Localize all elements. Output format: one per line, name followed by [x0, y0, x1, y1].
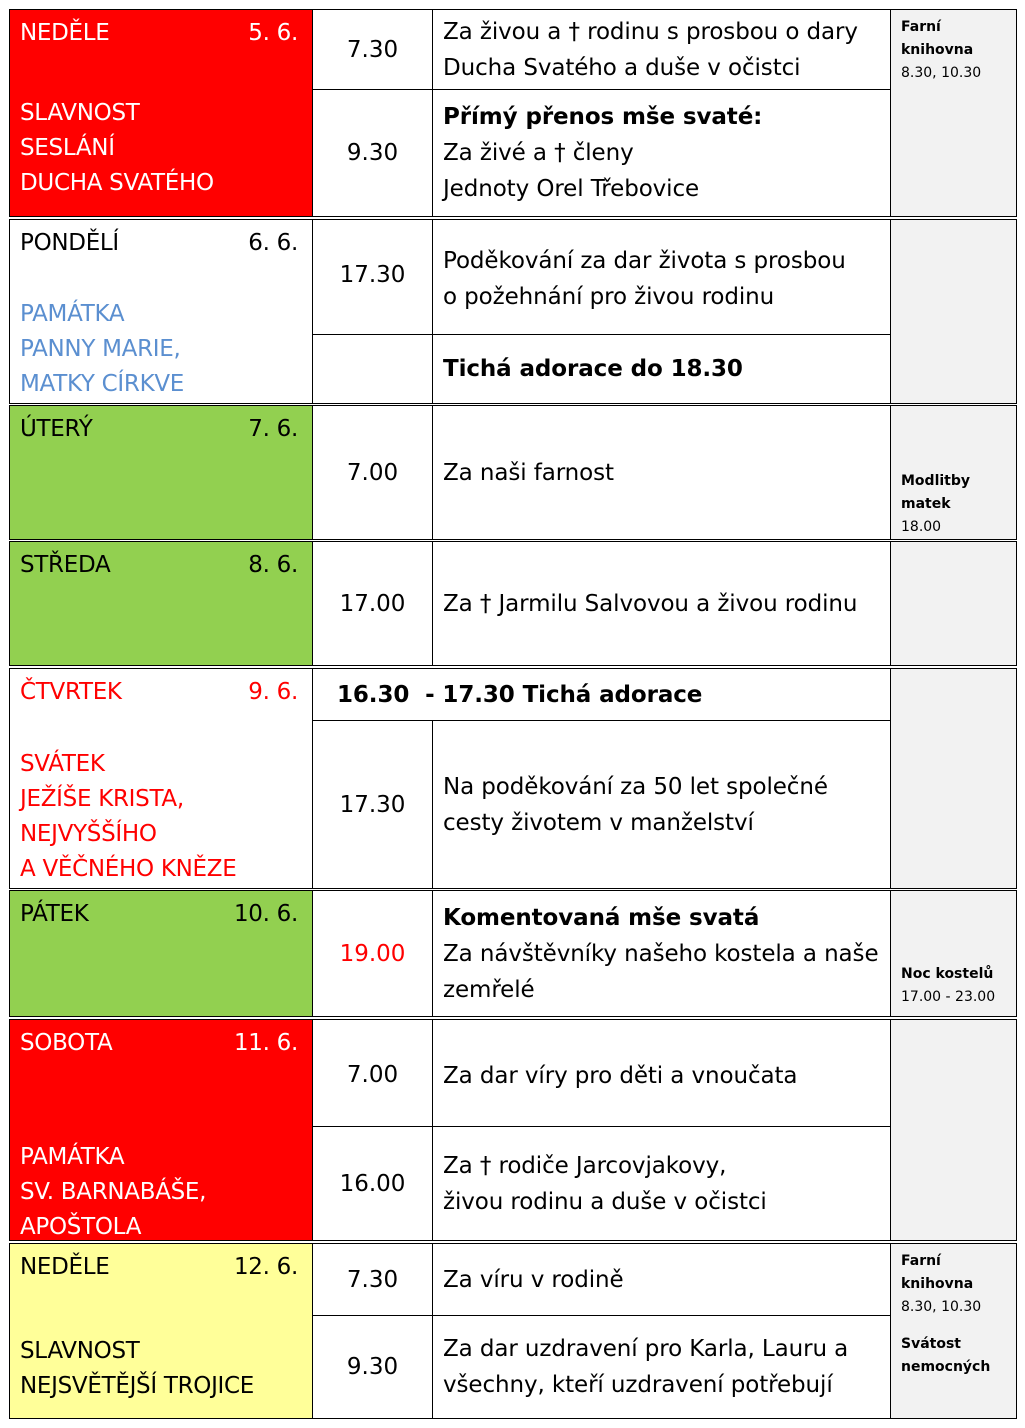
mass-time: 17.00 [312, 541, 433, 666]
mass-intention: Za † Jarmilu Salvovou a živou rodinu [432, 541, 891, 666]
mass-time: 16.00 [312, 1126, 433, 1241]
feast-line: SESLÁNÍ [20, 135, 115, 161]
day-date: 8. 6. [248, 552, 298, 578]
feast-line: PANNY MARIE, [20, 336, 181, 362]
day-date: 6. 6. [248, 230, 298, 256]
mass-intention: Poděkování za dar života s prosbou o požehnání pro živou rodinu [432, 219, 891, 335]
feast-line: A VĚČNÉHO KNĚZE [20, 856, 237, 882]
note-cell: Farní knihovna 8.30, 10.30 Svátost nemocných [890, 1243, 1017, 1419]
day-name: NEDĚLE [20, 1254, 110, 1280]
day-cell-monday [9, 219, 313, 404]
mass-time: 17.30 [312, 219, 433, 335]
mass-time: 7.00 [312, 1019, 433, 1127]
mass-time: 19.00 [312, 890, 433, 1017]
day-date: 11. 6. [233, 1030, 298, 1056]
note-cell: Noc kostelů 17.00 - 23.00 [890, 890, 1017, 1017]
day-name: ÚTERÝ [20, 416, 93, 442]
feast-line: SVÁTEK [20, 751, 105, 777]
feast-line: PAMÁTKA [20, 301, 125, 327]
note-cell: Farní knihovna 8.30, 10.30 [890, 9, 1017, 217]
mass-time: 17.30 [312, 720, 433, 889]
mass-time: 7.00 [312, 405, 433, 540]
day-name: NEDĚLE [20, 20, 110, 46]
feast-line: NEJVYŠŠÍHO [20, 821, 157, 847]
feast-line: PAMÁTKA [20, 1144, 125, 1170]
broadcast-title: Přímý přenos mše svaté: [443, 104, 763, 130]
day-cell-wednesday [9, 541, 313, 666]
day-cell-saturday [9, 1019, 313, 1241]
mass-intention: Na poděkování za 50 let společné cesty životem v manželství [432, 720, 891, 889]
feast-line: SLAVNOST [20, 100, 140, 126]
mass-intention: Za naši farnost [432, 405, 891, 540]
day-name: PONDĚLÍ [20, 230, 119, 256]
note-cell: Modlitby matek 18.00 [890, 405, 1017, 540]
note-cell [890, 219, 1017, 404]
feast-line: SV. BARNABÁŠE, [20, 1179, 207, 1205]
day-cell-thursday [9, 668, 313, 889]
mass-time: 7.30 [312, 1243, 433, 1316]
mass-intention: Za dar víry pro děti a vnoučata [432, 1019, 891, 1127]
mass-intention: Za víru v rodině [432, 1243, 891, 1316]
note-cell [890, 541, 1017, 666]
feast-line: JEŽÍŠE KRISTA, [20, 786, 184, 812]
day-date: 5. 6. [248, 20, 298, 46]
mass-intention: Za živou a † rodinu s prosbou o dary Ducha Svatého a duše v očistci [432, 9, 891, 90]
day-date: 12. 6. [233, 1254, 298, 1280]
mass-time: 9.30 [312, 89, 433, 217]
day-date: 9. 6. [248, 679, 298, 705]
mass-time: 7.30 [312, 9, 433, 90]
day-date: 7. 6. [248, 416, 298, 442]
day-cell-sunday-2 [9, 1243, 313, 1419]
mass-intention: Za † rodiče Jarcovjakovy, živou rodinu a duše v očistci [432, 1126, 891, 1241]
feast-line: MATKY CÍRKVE [20, 371, 185, 397]
note-cell [890, 1019, 1017, 1241]
note-cell [890, 668, 1017, 889]
mass-intention: Tichá adorace do 18.30 [432, 334, 891, 404]
adoration-row: 16.30 - 17.30 Tichá adorace [312, 668, 891, 721]
feast-line: DUCHA SVATÉHO [20, 170, 214, 196]
day-name: ČTVRTEK [20, 679, 122, 705]
mass-time [312, 334, 433, 404]
mass-time: 9.30 [312, 1315, 433, 1419]
mass-intention: Za dar uzdravení pro Karla, Lauru a všechny, kteří uzdravení potřebují [432, 1315, 891, 1419]
feast-line: SLAVNOST [20, 1338, 140, 1364]
day-cell-friday [9, 890, 313, 1017]
mass-intention: Přímý přenos mše svaté: Za živé a † členy Jednoty Orel Třebovice [432, 89, 891, 217]
mass-intention: Komentovaná mše svatá Za návštěvníky našeho kostela a naše zemřelé [432, 890, 891, 1017]
day-cell-sunday-1 [9, 9, 313, 217]
day-name: PÁTEK [20, 901, 89, 927]
day-date: 10. 6. [233, 901, 298, 927]
day-cell-tuesday [9, 405, 313, 540]
day-name: STŘEDA [20, 552, 111, 578]
feast-line: APOŠTOLA [20, 1214, 142, 1240]
day-name: SOBOTA [20, 1030, 113, 1056]
feast-line: NEJSVĚTĚJŠÍ TROJICE [20, 1373, 255, 1399]
